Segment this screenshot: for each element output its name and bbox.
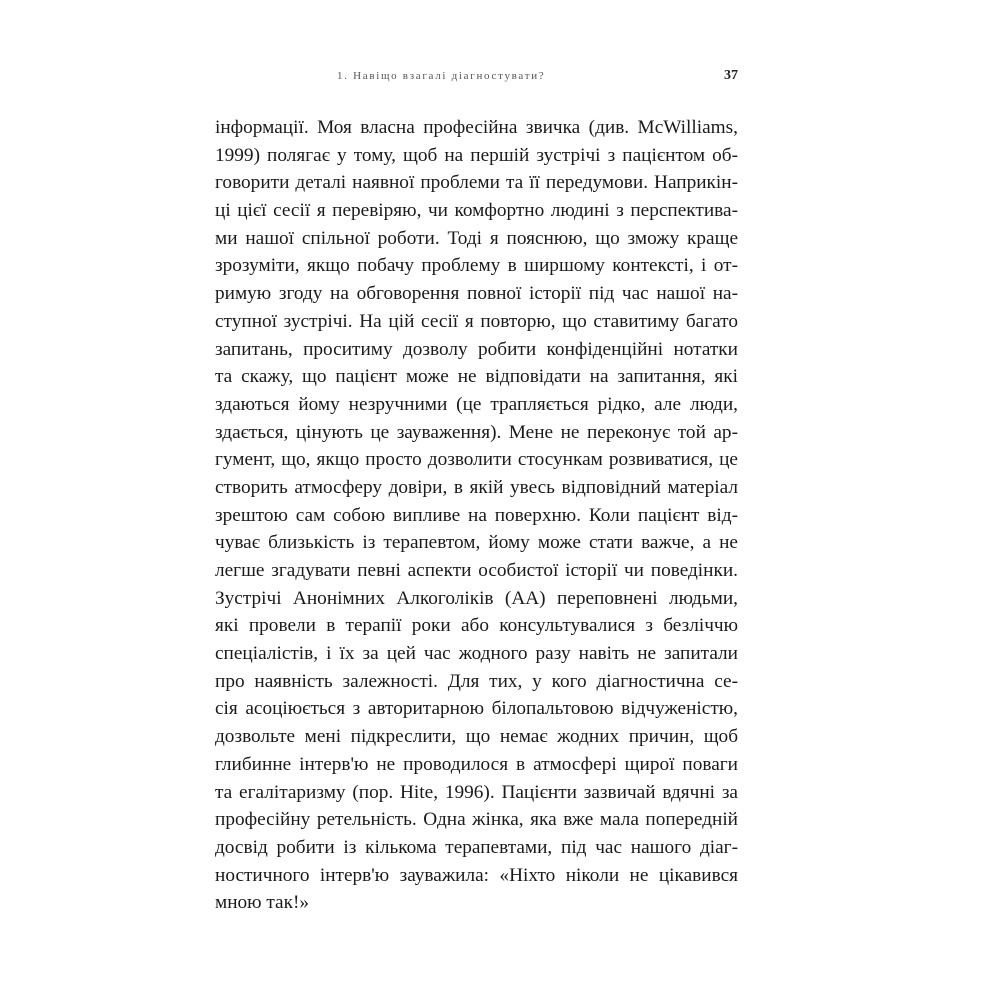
text-line: сія асоціюється з авторитарною білопальтовою відчуженістю, <box>215 698 738 720</box>
text-line: мною так!» <box>215 892 310 914</box>
text-line: гумент, що, якщо просто дозволити стосункам розвиватися, це <box>215 449 738 471</box>
text-line: досвід робити із кількома терапевтами, під час нашого діаг- <box>215 836 738 858</box>
page-number: 37 <box>724 68 738 83</box>
text-line: спеціалістів, і їх за цей час жодного разу навіть не запитали <box>215 643 738 665</box>
text-line: професійну ретельність. Одна жінка, яка вже мала попередній <box>215 809 738 831</box>
text-line: створить атмосферу довіри, в якій увесь відповідний матеріал <box>215 476 738 498</box>
text-line: говорити деталі наявної проблеми та її передумови. Наприкін- <box>215 172 738 194</box>
chapter-title: 1. Навіщо взагалі діагностувати? <box>337 70 546 82</box>
text-line: римую згоду на обговорення повної історії під час нашої на- <box>215 283 738 305</box>
text-line: здаються йому незручними (це трапляється рідко, але люди, <box>215 393 738 415</box>
text-line: ми нашої спільної роботи. Тоді я пояснюю, що зможу краще <box>215 227 738 249</box>
text-line: запитань, проситиму дозволу робити конфіденційні нотатки <box>215 338 738 360</box>
text-line: здається, цінують це зауваження). Мене не переконує той ар- <box>215 421 738 443</box>
text-line: 1999) полягає у тому, щоб на першій зустрічі з пацієнтом об- <box>215 144 738 166</box>
text-line: зрештою сам собою випливе на поверхню. Коли пацієнт від- <box>215 504 738 526</box>
text-line: та егалітаризму (пор. Hite, 1996). Пацієнти зазвичай вдячні за <box>215 781 738 803</box>
text-line: та скажу, що пацієнт може не відповідати на запитання, які <box>215 366 738 388</box>
text-line: які провели в терапії роки або консультувалися з безліччю <box>215 615 738 637</box>
text-line: зрозуміти, якщо побачу проблему в ширшому контексті, і от- <box>215 255 738 277</box>
text-line: легше згадувати певні аспекти особистої історії чи поведінки. <box>215 560 738 581</box>
text-line: ностичного інтерв'ю зауважила: «Ніхто ніколи не цікавився <box>215 864 738 886</box>
text-line: Зустрічі Анонімних Алкоголіків (АА) переповнені людьми, <box>215 587 738 609</box>
body-text <box>215 114 738 917</box>
text-line: інформації. Моя власна професійна звичка (див. McWilliams, <box>215 117 738 138</box>
text-line: чуває близькість із терапевтом, йому може стати важче, а не <box>215 532 738 554</box>
running-head <box>215 70 738 90</box>
text-line: глибинне інтерв'ю не проводилося в атмосфері щирої поваги <box>215 753 738 775</box>
text-line: дозвольте мені підкреслити, що немає жодних причин, щоб <box>215 726 738 748</box>
text-line: ці цієї сесії я перевіряю, чи комфортно людині з перспектива- <box>215 200 738 222</box>
text-line: про наявність залежності. Для тих, у кого діагностична се- <box>215 670 738 692</box>
text-line: ступної зустрічі. На цій сесії я повторю, що ставитиму багато <box>215 310 738 332</box>
